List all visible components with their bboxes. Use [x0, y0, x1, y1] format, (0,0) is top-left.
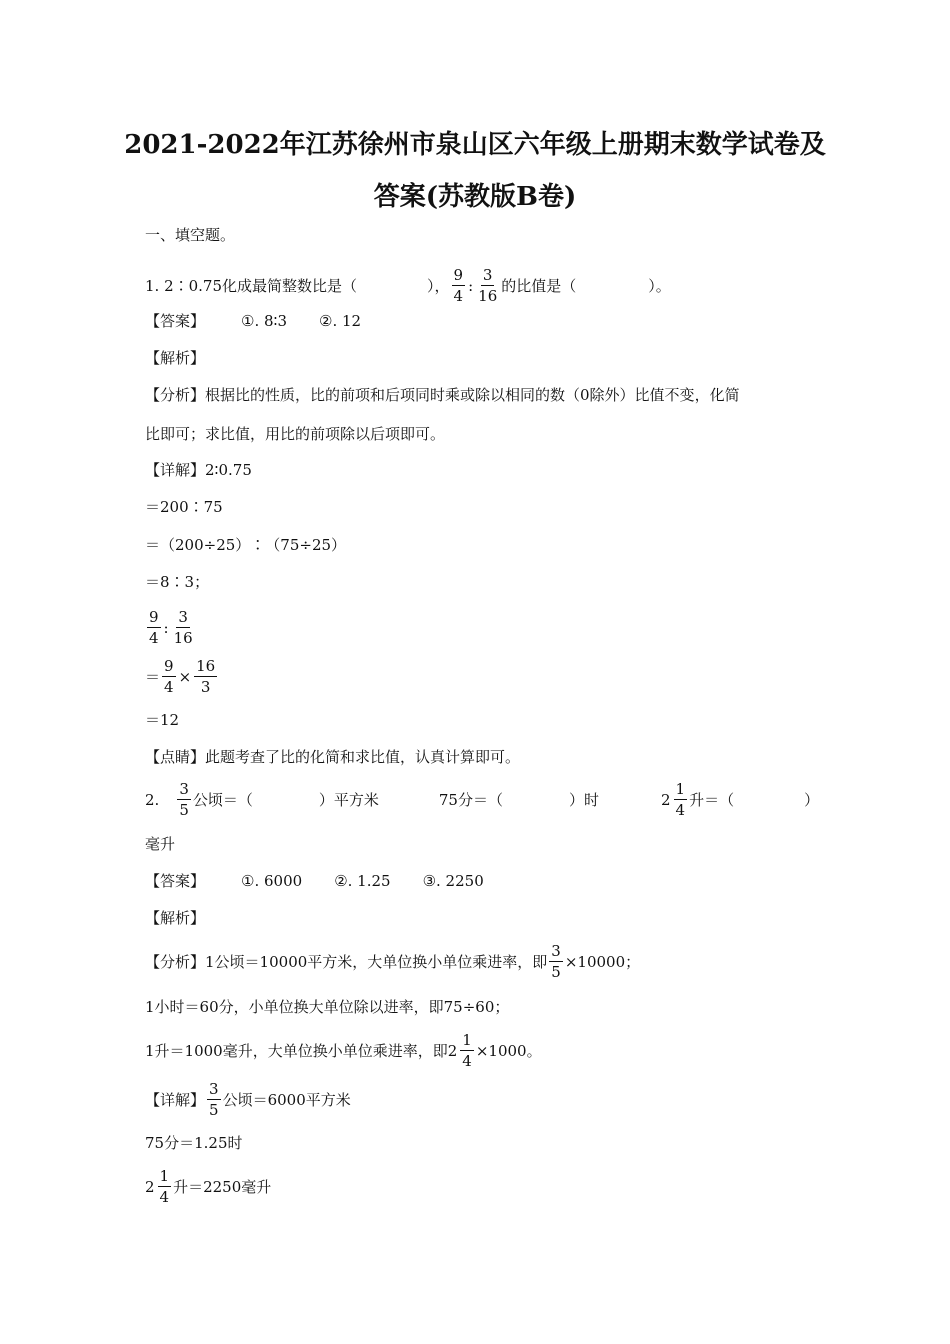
q2-fenxi-1b: ×10000；	[564, 952, 641, 971]
q2-detail-3-fraction	[158, 1167, 172, 1206]
q2-part-c: 升＝（	[689, 790, 735, 809]
q1-fraction-b	[476, 266, 499, 305]
q2-fenxi-1	[145, 942, 640, 981]
fraction-numerator: 1	[462, 1031, 472, 1049]
q2-detail-fraction	[207, 1080, 221, 1119]
fraction-numerator: 1	[675, 780, 686, 798]
q1-answer-label: 【答案】	[145, 312, 206, 330]
q1-mul-fraction-a	[162, 657, 176, 696]
q2-part-b-end: ）时	[568, 790, 599, 809]
q2-fenxi-3a: 1升＝1000毫升，大单位换小单位乘进率，即	[145, 1041, 448, 1060]
q2-answer-3: ③. 2250	[422, 872, 484, 890]
q2-detail-3-text: 升＝2250毫升	[173, 1177, 272, 1196]
q1-ratio-expression	[145, 608, 197, 647]
q1-step-3: ＝8∶3；	[145, 573, 210, 591]
fraction-denominator: 16	[173, 629, 193, 647]
q1-step-2: ＝（200÷25）∶（75÷25）	[145, 536, 347, 554]
document-title-line-1: 2021-2022年江苏徐州市泉山区六年级上册期末数学试卷及	[124, 130, 826, 160]
q1-detail	[145, 460, 252, 480]
document-title-line-2: 答案(苏教版B卷)	[373, 182, 577, 212]
q1-fraction-a	[452, 266, 466, 305]
q1-answer-2: ②. 12	[319, 312, 362, 330]
q1-fenxi-1	[145, 385, 740, 405]
q2-fenxi-fraction	[549, 942, 563, 981]
q1-mul-fraction-b	[194, 657, 217, 696]
q2-part-b: 75分＝（	[438, 790, 503, 809]
fraction-numerator: 3	[179, 780, 189, 798]
fraction-denominator: 5	[209, 1101, 219, 1119]
fraction-numerator: 3	[482, 266, 493, 284]
q1-calc-fraction-b	[172, 608, 195, 647]
q1-multiply-expression	[145, 657, 219, 696]
q2-detail	[145, 1080, 351, 1119]
fraction-denominator: 16	[478, 287, 498, 305]
q2-fenxi-1a: 1公顷＝10000平方米，大单位换小单位乘进率，即	[205, 952, 548, 971]
q2-detail-3-whole: 2	[145, 1177, 155, 1196]
q2-fenxi-label: 【分析】	[145, 952, 206, 971]
fraction-denominator: 4	[149, 629, 159, 647]
q2-part-c-end: ）	[804, 790, 820, 809]
q2-whole: 2	[661, 790, 671, 809]
q1-fenxi-2: 比即可；求比值，用比的前项除以后项即可。	[145, 425, 446, 443]
q1-detail-text: 2∶0.75	[205, 461, 252, 479]
q2-analysis-label: 【解析】	[145, 909, 206, 927]
q1-stem-a: 1. 2∶0.75化成最简整数比是（	[145, 276, 358, 295]
q2-stem-wrap: 毫升	[145, 835, 176, 853]
q1-answer-1: ①. 8∶3	[241, 312, 287, 330]
q2-part-a: 公顷＝（	[192, 790, 253, 809]
q1-fenxi-text-1: 根据比的性质，比的前项和后项同时乘或除以相同的数（0除外）比值不变，化简	[205, 386, 740, 404]
fraction-numerator: 9	[149, 608, 159, 626]
q2-detail-2: 75分＝1.25时	[145, 1134, 243, 1152]
fraction-numerator: 3	[551, 942, 561, 960]
q1-analysis-label: 【解析】	[145, 349, 206, 367]
fraction-numerator: 3	[209, 1080, 219, 1098]
q2-answer	[145, 871, 484, 891]
q1-step-1: ＝200∶75	[145, 498, 223, 516]
q1-calc-fraction-a	[147, 608, 161, 647]
q1-answer	[145, 311, 361, 331]
fraction-numerator: 9	[453, 266, 464, 284]
q2-fenxi-3-fraction	[460, 1031, 474, 1070]
q1-calc-colon: :	[163, 618, 169, 637]
fraction-numerator: 9	[164, 657, 174, 675]
q2-fenxi-3b: ×1000。	[475, 1041, 542, 1060]
q2-fenxi-2: 1小时＝60分，小单位换大单位除以进率，即75÷60；	[145, 998, 510, 1016]
fraction-denominator: 5	[179, 801, 189, 819]
q1-dianjing-label: 【点睛】	[145, 748, 206, 766]
fraction-denominator: 4	[159, 1188, 170, 1206]
q2-fraction-a	[177, 780, 191, 819]
fraction-denominator: 5	[551, 963, 561, 981]
q1-dianjing-text: 此题考查了比的化简和求比值，认真计算即可。	[205, 748, 521, 766]
q1-stem-b: ），	[427, 276, 450, 295]
q1-equals: ＝	[145, 667, 161, 686]
q1-fenxi-label: 【分析】	[145, 386, 206, 404]
fraction-numerator: 1	[159, 1167, 170, 1185]
fraction-denominator: 4	[462, 1052, 472, 1070]
q1-stem	[145, 266, 671, 305]
fraction-numerator: 3	[178, 608, 188, 626]
q2-detail-label: 【详解】	[145, 1090, 206, 1109]
q1-detail-label: 【详解】	[145, 461, 206, 479]
q1-result: ＝12	[145, 711, 180, 729]
q2-number: 2.	[145, 790, 160, 809]
q2-answer-label: 【答案】	[145, 872, 206, 890]
q2-fenxi-3	[145, 1031, 542, 1070]
q1-stem-c: 的比值是（	[501, 276, 577, 295]
fraction-denominator: 3	[200, 678, 211, 696]
q2-fraction-b	[674, 780, 688, 819]
q2-stem	[145, 780, 819, 819]
q2-answer-1: ①. 6000	[241, 872, 303, 890]
q1-dianjing	[145, 747, 520, 767]
fraction-numerator: 16	[196, 657, 216, 675]
q2-answer-2: ②. 1.25	[334, 872, 391, 890]
q2-detail-3	[145, 1167, 271, 1206]
fraction-denominator: 4	[453, 287, 464, 305]
fraction-denominator: 4	[675, 801, 686, 819]
q1-colon: :	[468, 276, 474, 295]
q2-fenxi-3-whole: 2	[447, 1041, 458, 1060]
fraction-denominator: 4	[164, 678, 174, 696]
q2-part-a-end: ）平方米	[318, 790, 379, 809]
q2-detail-1: 公顷＝6000平方米	[222, 1090, 351, 1109]
section-heading: 一、填空题。	[145, 226, 236, 244]
q1-stem-d: ）。	[648, 276, 671, 295]
q1-times: ×	[178, 667, 192, 686]
